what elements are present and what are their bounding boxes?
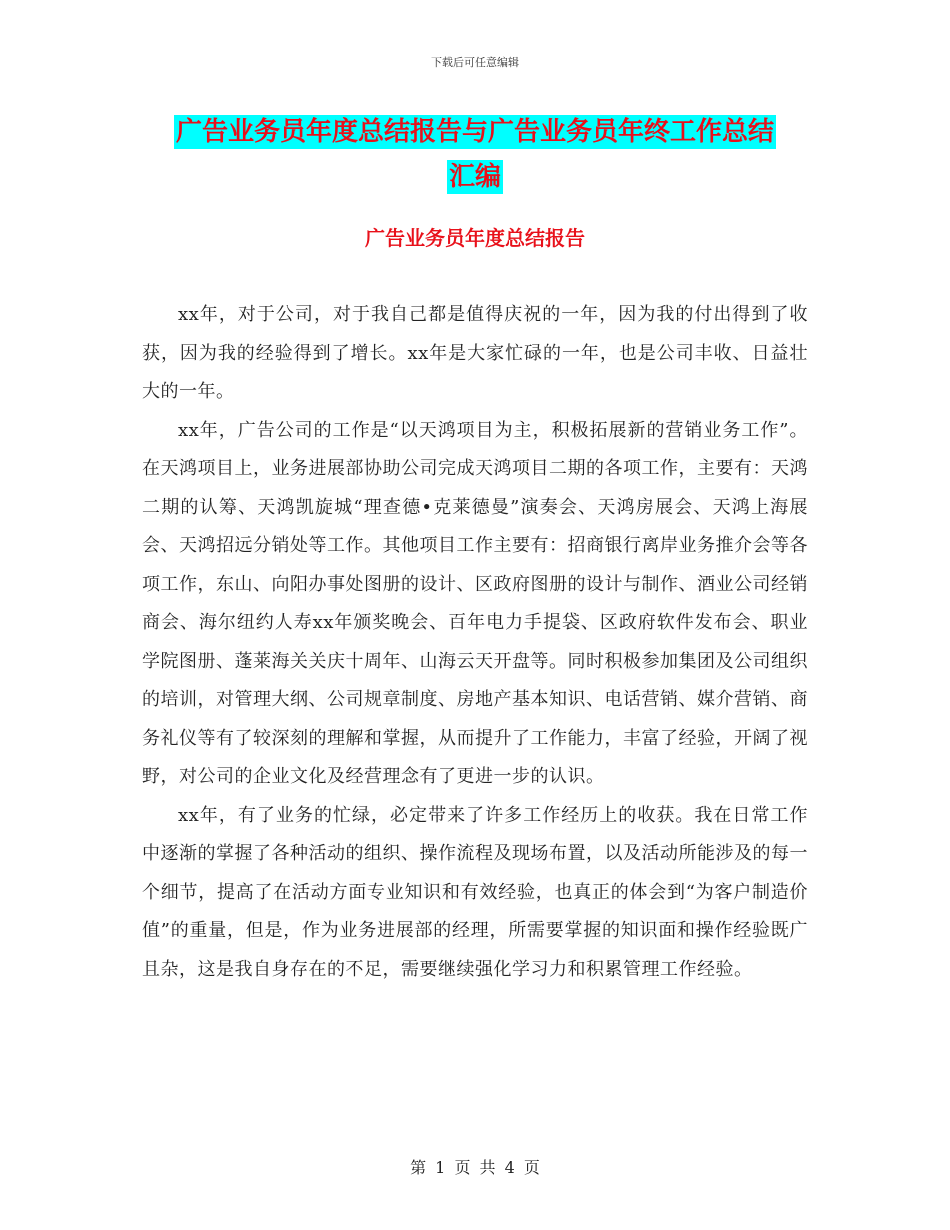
paragraph-1: xx年，对于公司，对于我自己都是值得庆祝的一年，因为我的付出得到了收获，因为我的经验得到了增长。xx年是大家忙碌的一年，也是公司丰收、日益壮大的一年。 [142, 304, 808, 402]
paragraph-3: xx年，有了业务的忙绿，必定带来了许多工作经历上的收获。我在日常工作中逐渐的掌握了各种活动的组织、操作流程及现场布置，以及活动所能涉及的每一个细节，提高了在活动方面专业知识和有效经验，也真正的体会到“为客户制造价值”的重量，但是，作为业务进展部的经理，所需要掌握的知识面和操作经验既广且杂，这是我自身存在的不足，需要继续强化学习力和积累管理工作经验。 [142, 804, 808, 980]
page-footer: 第 1 页 共 4 页 [410, 1158, 540, 1177]
document-title-line-2: 汇编 [448, 162, 501, 192]
section-title: 广告业务员年度总结报告 [365, 226, 585, 250]
document-title [130, 110, 820, 200]
body-text [142, 296, 808, 989]
document-title-line-1: 广告业务员年度总结报告与广告业务员年终工作总结 [175, 117, 774, 147]
header-note: 下载后可任意编辑 [431, 56, 519, 69]
paragraph-2: xx年，广告公司的工作是“以天鸿项目为主，积极拓展新的营销业务工作”。在天鸿项目上，业务进展部协助公司完成天鸿项目二期的各项工作，主要有：天鸿二期的认筹、天鸿凯旋城“理查德•克莱德曼”演奏会、天鸿房展会、天鸿上海展会、天鸿招远分销处等工作。其他项目工作主要有：招商银行离岸业务推介会等各项工作，东山、向阳办事处图册的设计、区政府图册的设计与制作、酒业公司经销商会、海尔纽约人寿xx年颁奖晚会、百年电力手提袋、区政府软件发布会、职业学院图册、蓬莱海关关庆十周年、山海云天开盘等。同时积极参加集团及公司组织的培训，对管理大纲、公司规章制度、房地产基本知识、电话营销、媒介营销、商务礼仪等有了较深刻的理解和掌握，从而提升了工作能力，丰富了经验，开阔了视野，对公司的企业文化及经营理念有了更进一步的认识。 [142, 419, 808, 787]
